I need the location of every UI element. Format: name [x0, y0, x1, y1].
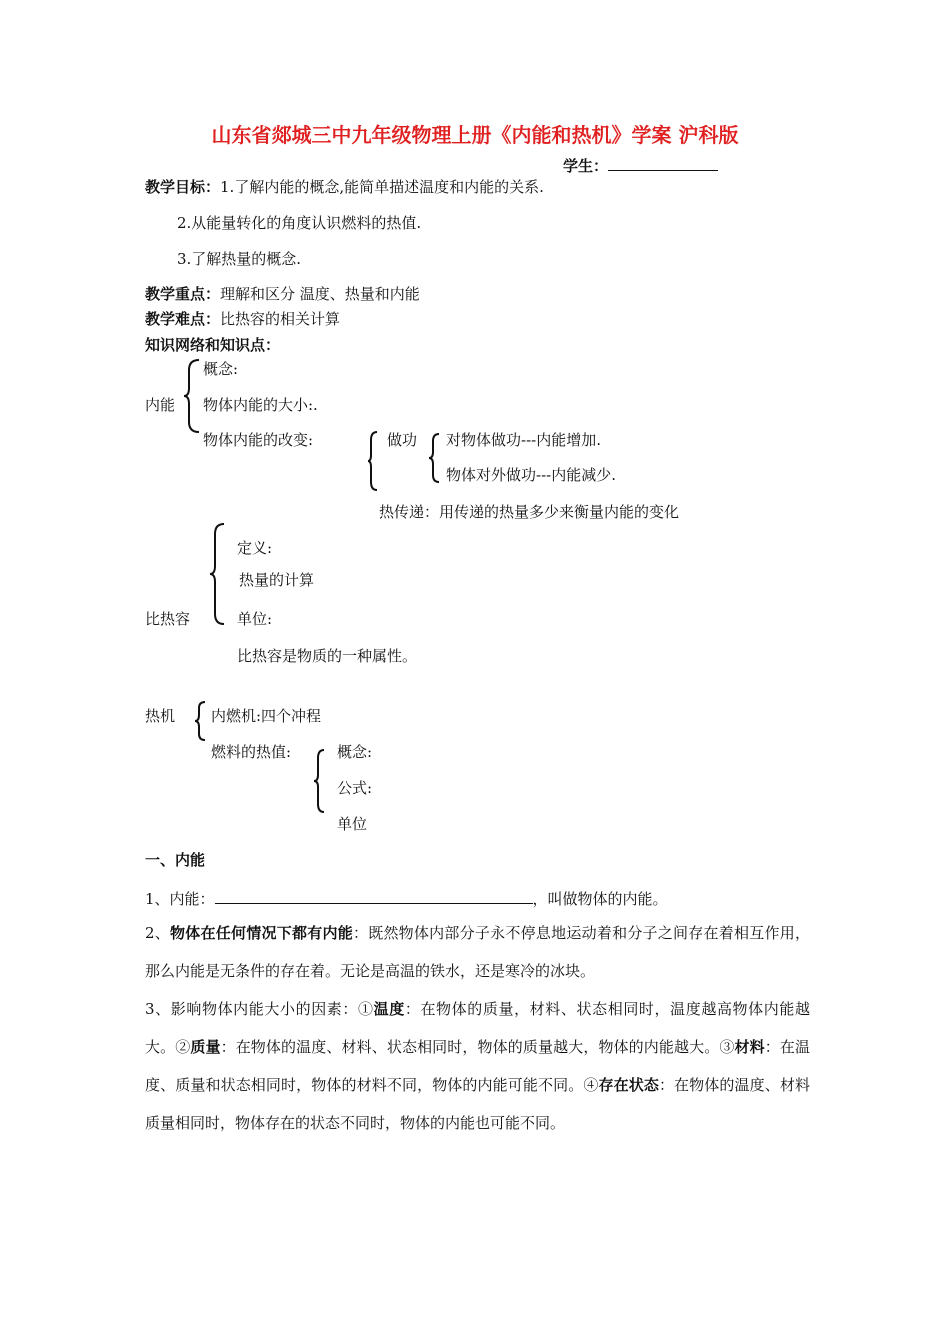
objective-1: 1.了解内能的概念,能简单描述温度和内能的关系.: [220, 178, 544, 196]
difficult-point-label: 教学难点：: [145, 310, 221, 328]
q3-prefix: 3、影响物体内能大小的因素：①: [145, 1000, 374, 1018]
q3-paragraph: [145, 990, 810, 1142]
factor-mass-text: ：在物体的温度、材料、状态相同时，物体的质量越大，物体的内能越大。③: [220, 1038, 735, 1056]
objective-2: 2.从能量转化的角度认识燃料的热值.: [177, 214, 422, 232]
he-unit: 单位: [337, 815, 368, 833]
sh-calculation: 热量的计算: [239, 571, 315, 589]
q2-bold: 物体在任何情况下都有内能: [170, 924, 353, 942]
key-point-label: 教学重点：: [145, 285, 221, 303]
student-blank: [608, 156, 718, 171]
difficult-point-row: [145, 312, 340, 327]
ie-size: 物体内能的大小:.: [203, 396, 318, 414]
student-field: [563, 156, 718, 174]
he-ice: 内燃机:四个冲程: [211, 707, 322, 725]
q2-text: ：既然物体内部分子永不停息地运动着和分子之间存在着相互作用，那么内能是无条件的存在着。无论是高温的铁水，还是寒冷的冰块。: [145, 924, 810, 980]
objectives-label: 教学目标：: [145, 178, 221, 196]
sh-definition: 定义:: [237, 539, 273, 557]
section1-heading: 一、内能: [145, 851, 206, 869]
specific-heat-brace: [209, 522, 227, 626]
q1-prefix: 1、内能：: [145, 890, 215, 908]
factor-state-text: ：在物体的温度、材料质量相同时，物体存在的状态不同时，物体的内能也可能不同。: [145, 1076, 810, 1132]
key-point-row: [145, 287, 420, 302]
fuel-value-brace: [313, 748, 327, 814]
heat-engine-root: 热机: [145, 707, 176, 725]
page-title: 山东省郯城三中九年级物理上册《内能和热机》学案 沪科版: [211, 123, 739, 147]
factor-material: 材料: [734, 1038, 765, 1056]
network-label: 知识网络和知识点：: [145, 336, 281, 354]
objectives-row: [145, 180, 544, 195]
he-formula: 公式:: [337, 779, 373, 797]
difficult-point-text: 比热容的相关计算: [220, 310, 341, 328]
q1-row: [145, 889, 668, 907]
ie-work-by: 物体对外做功---内能减少.: [446, 466, 616, 484]
he-concept: 概念:: [337, 743, 373, 761]
sh-property: 比热容是物质的一种属性。: [237, 647, 418, 665]
sh-unit: 单位:: [237, 610, 273, 628]
factor-temperature: 温度: [373, 1000, 405, 1018]
ie-change-brace: [367, 430, 381, 492]
q1-suffix: ，叫做物体的内能。: [532, 890, 668, 908]
internal-energy-brace: [183, 358, 203, 434]
heat-engine-brace: [194, 700, 208, 742]
q2-paragraph: [145, 914, 810, 990]
internal-energy-root: 内能: [145, 396, 176, 414]
specific-heat-root: 比热容: [145, 610, 191, 628]
ie-work-brace: [428, 432, 442, 484]
ie-concept: 概念:: [203, 360, 239, 378]
factor-temperature-text: ：在物体的质量，材料、状态相同时，温度越高物体内能越大。②: [145, 1000, 810, 1056]
ie-heat-transfer: 热传递：用传递的热量多少来衡量内能的变化: [379, 503, 680, 521]
q2-prefix: 2、: [145, 924, 171, 942]
student-label: 学生：: [563, 157, 609, 175]
factor-mass: 质量: [190, 1038, 221, 1056]
factor-material-text: ：在温度、质量和状态相同时，物体的材料不同，物体的内能可能不同。④: [145, 1038, 810, 1094]
key-point-text: 理解和区分 温度、热量和内能: [220, 285, 420, 303]
objective-3: 3.了解热量的概念.: [177, 250, 302, 268]
ie-work-on: 对物体做功---内能增加.: [446, 431, 601, 449]
ie-change: 物体内能的改变:: [203, 431, 314, 449]
he-fuel-value: 燃料的热值:: [211, 743, 292, 761]
factor-state: 存在状态: [598, 1076, 659, 1094]
q1-blank: [215, 889, 533, 904]
ie-work: 做功: [387, 431, 418, 449]
